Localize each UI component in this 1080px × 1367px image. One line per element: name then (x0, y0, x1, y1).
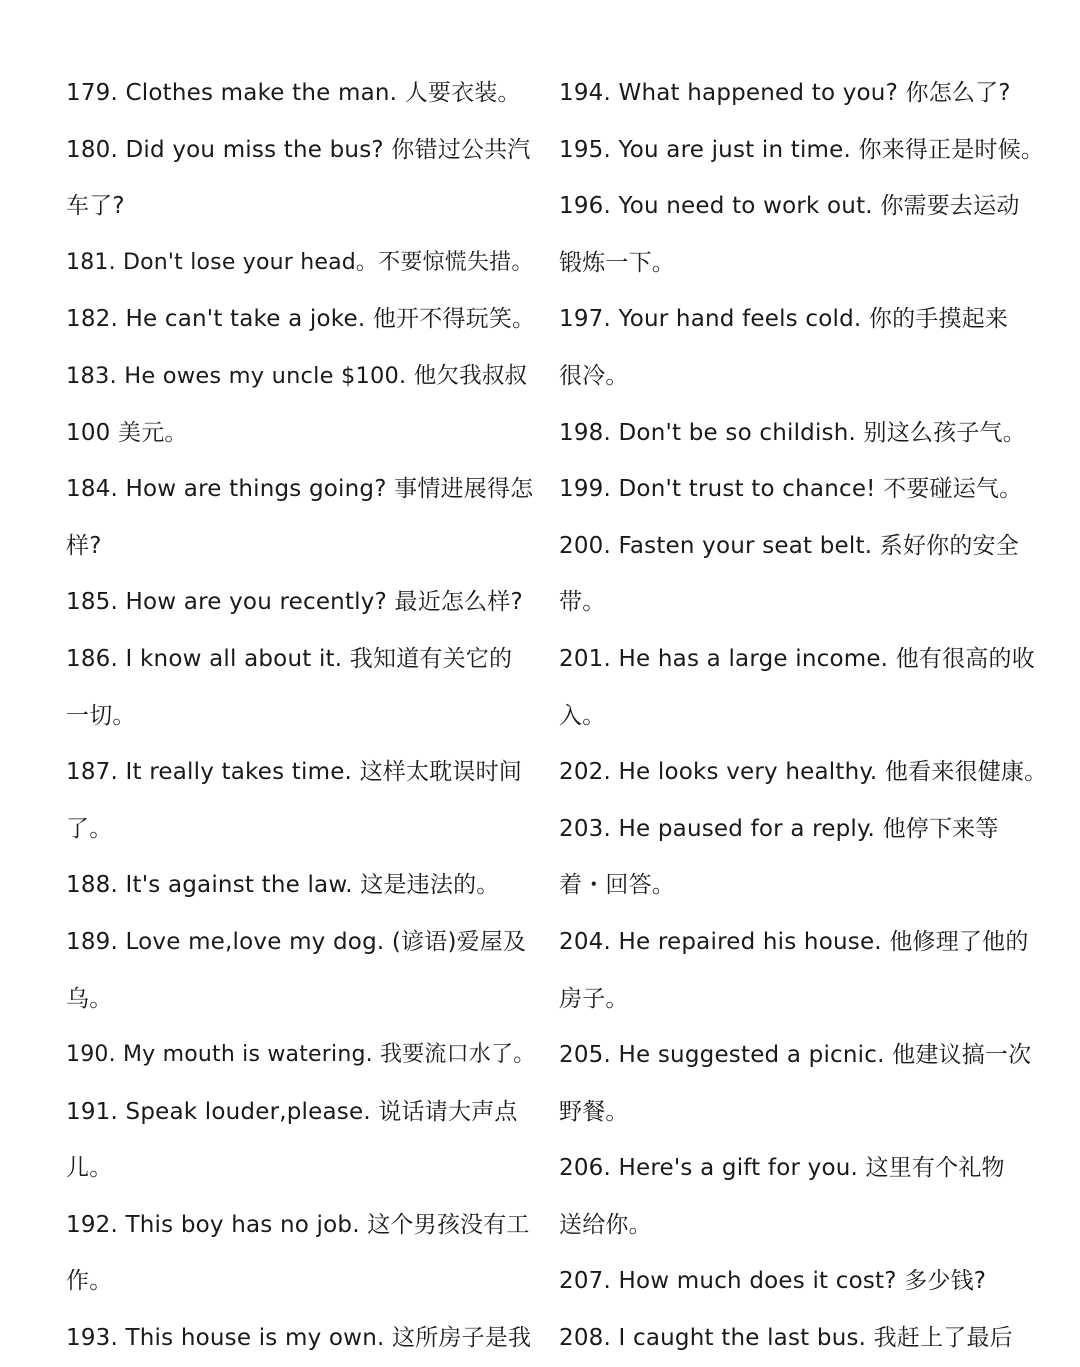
left-column-line: 192. This boy has no job. 这个男孩没有工 (66, 1211, 530, 1238)
left-column-line: 乌。 (66, 985, 113, 1012)
left-column-line: 179. Clothes make the man. 人要衣装。 (66, 80, 521, 106)
right-column-line: 205. He suggested a picnic. 他建议搞一次 (559, 1042, 1032, 1069)
right-column-line: 208. I caught the last bus. 我赶上了最后 (559, 1325, 1013, 1352)
right-column-line: 着・回答。 (559, 872, 675, 899)
left-column-line: 186. I know all about it. 我知道有关它的 (66, 645, 513, 672)
left-column-line: 儿。 (66, 1155, 113, 1182)
left-column (66, 65, 536, 1367)
right-column-line: 197. Your hand feels cold. 你的手摸起来 (559, 306, 1009, 333)
right-column-line: 送给你。 (559, 1211, 652, 1238)
left-column-line: 190. My mouth is watering. 我要流口水了。 (66, 1042, 536, 1068)
left-column-line: 193. This house is my own. 这所房子是我 (66, 1325, 532, 1352)
right-column-line: 野餐。 (559, 1098, 629, 1125)
left-column-line: 191. Speak louder,please. 说话请大声点 (66, 1098, 518, 1125)
right-column-line: 201. He has a large income. 他有很高的收 (559, 645, 1035, 672)
right-column-line: 207. How much does it cost? 多少钱? (559, 1268, 987, 1295)
right-column-line: 锻炼一下。 (559, 249, 675, 276)
right-column-line: 199. Don't trust to chance! 不要碰运气。 (559, 476, 1023, 503)
left-column-line: 车了? (66, 193, 125, 220)
right-column (559, 65, 1059, 1367)
left-column-line: 182. He can't take a joke. 他开不得玩笑。 (66, 306, 536, 333)
left-column-line: 183. He owes my uncle $100. 他欠我叔叔 (66, 362, 528, 389)
right-column-line: 入。 (559, 702, 606, 729)
left-column-line: 作。 (66, 1268, 113, 1295)
right-column-line: 198. Don't be so childish. 别这么孩子气。 (559, 419, 1026, 446)
right-column-line: 200. Fasten your seat belt. 系好你的安全 (559, 532, 1019, 559)
right-column-line: 195. You are just in time. 你来得正是时候。 (559, 136, 1045, 163)
right-column-line: 很冷。 (559, 362, 629, 389)
left-column-line: 一切。 (66, 702, 136, 729)
right-column-line: 194. What happened to you? 你怎么了? (559, 80, 1011, 106)
left-column-line: 样? (66, 532, 102, 559)
right-column-line: 204. He repaired his house. 他修理了他的 (559, 928, 1029, 955)
left-column-line: 184. How are things going? 事情进展得怎 (66, 476, 534, 503)
left-column-line: 189. Love me,love my dog. (谚语)爱屋及 (66, 928, 527, 955)
left-column-line: 185. How are you recently? 最近怎么样? (66, 589, 523, 616)
right-column-line: 203. He paused for a reply. 他停下来等 (559, 815, 999, 842)
right-column-line: 202. He looks very healthy. 他看来很健康。 (559, 759, 1048, 786)
left-column-line: 180. Did you miss the bus? 你错过公共汽 (66, 136, 531, 163)
right-column-line: 206. Here's a gift for you. 这里有个礼物 (559, 1155, 1005, 1182)
right-column-line: 房子。 (559, 985, 629, 1012)
right-column-line: 196. You need to work out. 你需要去运动 (559, 193, 1020, 220)
left-column-line: 187. It really takes time. 这样太耽误时间 (66, 759, 522, 786)
left-column-line: 181. Don't lose your head。不要惊慌失措。 (66, 249, 534, 275)
left-column-line: 188. It's against the law. 这是违法的。 (66, 872, 500, 899)
right-column-line: 带。 (559, 589, 606, 616)
left-column-line: 了。 (66, 815, 113, 842)
left-column-line: 100 美元。 (66, 419, 188, 446)
